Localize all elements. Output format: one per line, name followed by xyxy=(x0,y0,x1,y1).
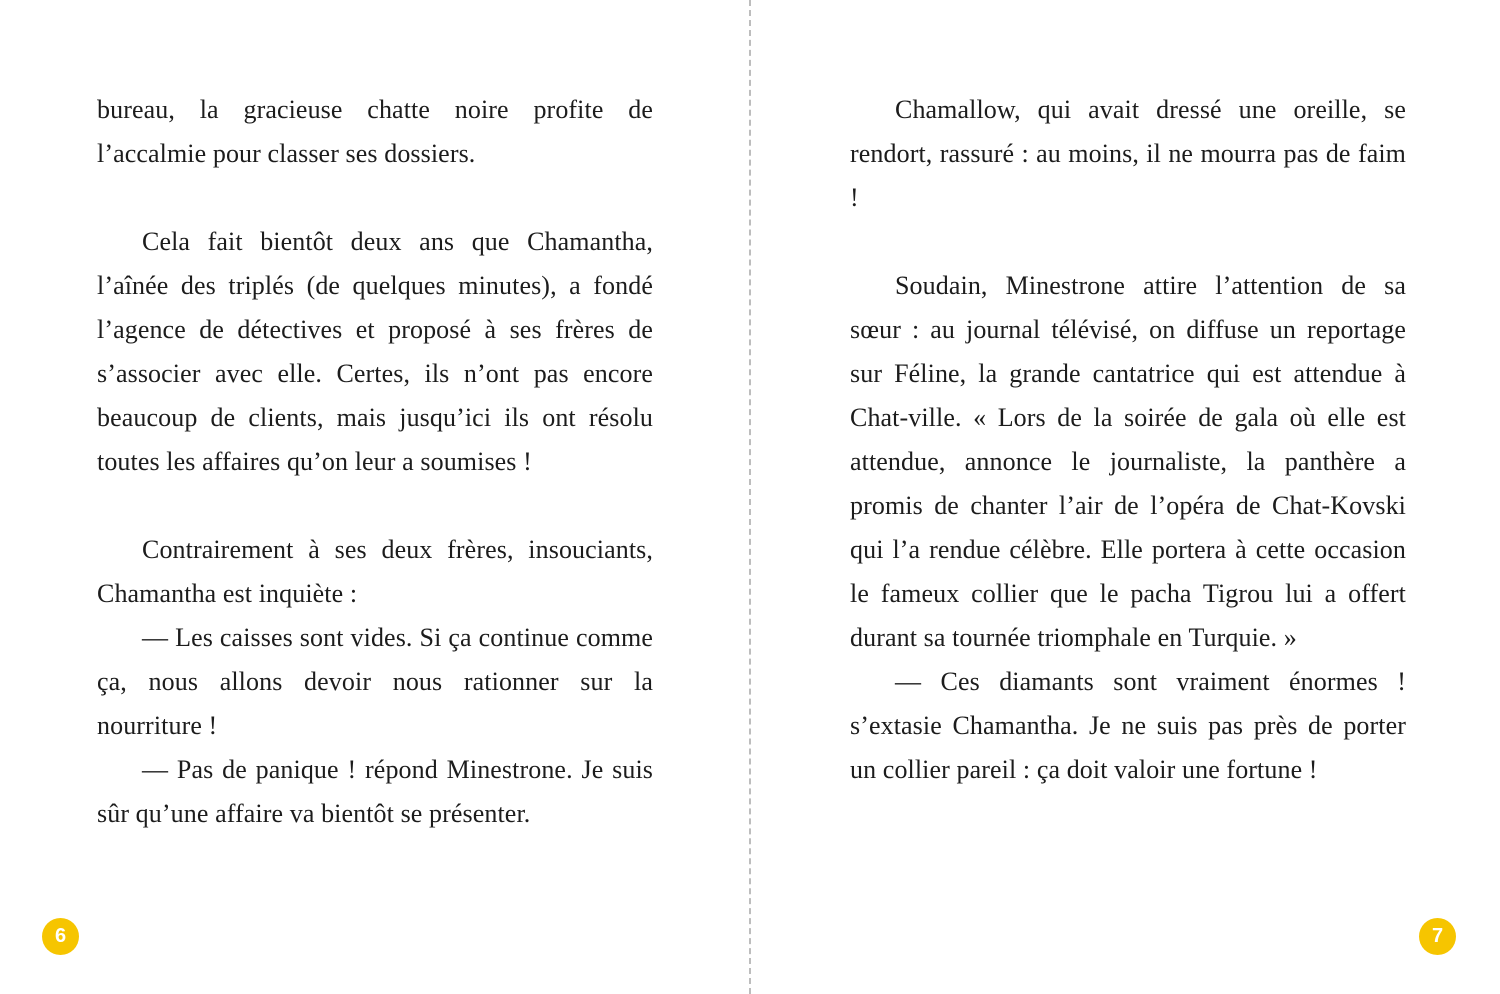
paragraph: bureau, la gracieuse chatte noire profite de l’accalmie pour classer ses dossiers. xyxy=(97,95,653,168)
paragraph-dialogue: — Ces diamants sont vraiment énormes ! s’extasie Chamantha. Je ne suis pas près de porter un collier pareil : ça doit valoir une fortune ! xyxy=(850,667,1406,784)
paragraph-dialogue: — Les caisses sont vides. Si ça continue comme ça, nous allons devoir nous rationner sur la nourriture ! xyxy=(97,623,653,740)
paragraph: Chamallow, qui avait dressé une oreille, se rendort, rassuré : au moins, il ne mourra pas de faim ! xyxy=(850,95,1406,212)
page-number-badge: 6 xyxy=(42,918,79,955)
page-right-text xyxy=(850,88,1406,792)
page-number-badge: 7 xyxy=(1419,918,1456,955)
paragraph: Contrairement à ses deux frères, insouciants, Chamantha est inquiète : xyxy=(97,535,653,608)
paragraph: Cela fait bientôt deux ans que Chamantha, l’aînée des triplés (de quelques minutes), a fondé l’agence de détectives et proposé à ses frères de s’associer avec elle. Certes, ils n’ont pas encore beaucoup de clients, mais jusqu’ici ils ont résolu toutes les affaires qu’on leur a soumises ! xyxy=(97,227,653,476)
page-left-text xyxy=(97,88,653,836)
page-right xyxy=(750,0,1500,994)
paragraph-dialogue: — Pas de panique ! répond Minestrone. Je suis sûr qu’une affaire va bientôt se présenter. xyxy=(97,755,653,828)
paragraph: Soudain, Minestrone attire l’attention de sa sœur : au journal télévisé, on diffuse un reportage sur Féline, la grande cantatrice qui est attendue à Chat-ville. « Lors de la soirée de gala où elle est attendue, annonce le journaliste, la panthère a promis de chanter l’air de l’opéra de Chat-Kovski qui l’a rendue célèbre. Elle portera à cette occasion le fameux collier que le pacha Tigrou lui a offert durant sa tournée triomphale en Turquie. » xyxy=(850,271,1406,652)
